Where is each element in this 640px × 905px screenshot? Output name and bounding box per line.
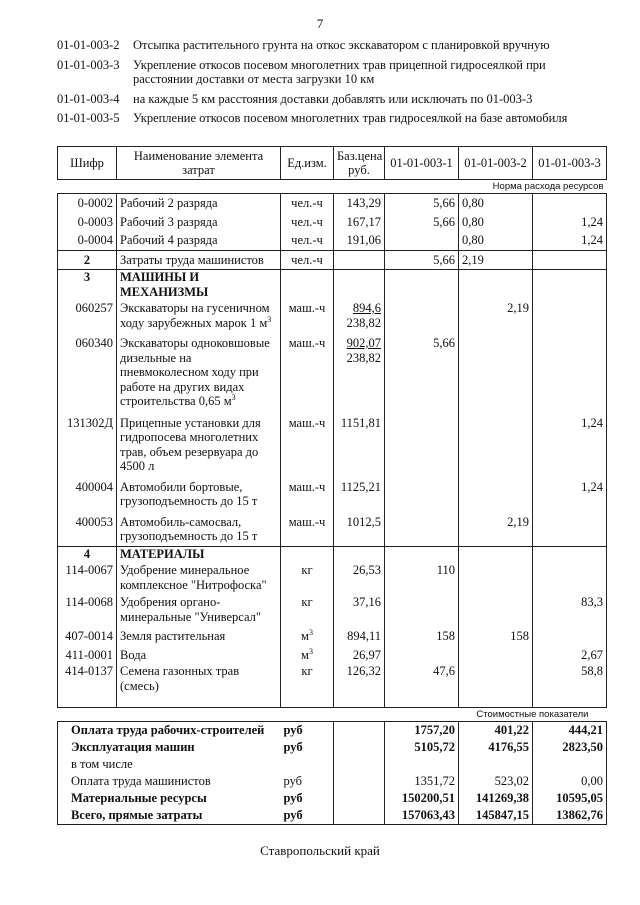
cell-code: 400004 — [58, 480, 117, 515]
code-item — [57, 58, 597, 87]
total-unit — [281, 756, 334, 773]
total-c3: 10595,05 — [533, 790, 607, 807]
cell-name-text: Экскаваторы на гусеничном ходу зарубежных марок 1 м — [120, 301, 270, 330]
cell-c3 — [533, 250, 607, 270]
cell-c2: 2,19 — [459, 515, 533, 547]
total-row — [58, 739, 607, 756]
cell-unit: кг — [281, 561, 334, 595]
code-desc: Укрепление откосов посевом многолетних трав гидросеялкой на базе автомобиля — [133, 111, 568, 125]
cell-empty — [334, 790, 385, 807]
cell-c1 — [385, 231, 459, 250]
total-c1: 5105,72 — [385, 739, 459, 756]
table-row — [58, 595, 607, 627]
cell-code: 114-0068 — [58, 595, 117, 627]
cell-price — [334, 336, 385, 416]
cell-empty — [281, 270, 334, 300]
cell-code: 060340 — [58, 336, 117, 416]
section-title: МАШИНЫ И МЕХАНИЗМЫ — [117, 270, 281, 300]
cell-price — [334, 250, 385, 270]
section-title-row — [58, 546, 607, 561]
cell-price: 894,11 — [334, 627, 385, 646]
cell-unit: маш.-ч — [281, 336, 334, 416]
total-c2 — [459, 756, 533, 773]
price-bottom: 238,82 — [346, 350, 381, 365]
cell-c1 — [385, 299, 459, 336]
cell-c3: 1,24 — [533, 213, 607, 232]
cell-c2: 0,80 — [459, 194, 533, 213]
section-cost-label: Стоимостные показатели — [58, 708, 607, 722]
code: 01-01-003-3 — [57, 57, 120, 72]
cell-c3 — [533, 561, 607, 595]
cell-c1 — [385, 416, 459, 480]
total-row — [58, 773, 607, 790]
cell-code: 407-0014 — [58, 627, 117, 646]
cell-c2: 2,19 — [459, 299, 533, 336]
code: 01-01-003-4 — [57, 91, 120, 106]
cell-unit: маш.-ч — [281, 416, 334, 480]
total-label: Оплата труда рабочих-строителей — [58, 722, 281, 740]
cell-code: 2 — [58, 250, 117, 270]
cell-price: 1125,21 — [334, 480, 385, 515]
table-row — [58, 213, 607, 232]
cell-c2 — [459, 561, 533, 595]
cell-c3: 1,24 — [533, 231, 607, 250]
cell-empty — [334, 773, 385, 790]
total-label: Оплата труда машинистов — [58, 773, 281, 790]
total-label: Всего, прямые затраты — [58, 807, 281, 825]
cell-unit: кг — [281, 664, 334, 708]
cell-unit: маш.-ч — [281, 480, 334, 515]
total-row — [58, 756, 607, 773]
cell-name: Рабочий 3 разряда — [117, 213, 281, 232]
cell-unit: чел.-ч — [281, 231, 334, 250]
cell-c1 — [385, 515, 459, 547]
table-row — [58, 515, 607, 547]
total-c2: 145847,15 — [459, 807, 533, 825]
cell-name: Автомобили бортовые, грузоподъемность до 15 т — [117, 480, 281, 515]
cell-c2 — [459, 336, 533, 416]
cell-c2: 0,80 — [459, 231, 533, 250]
col-header-price: Баз.цена руб. — [334, 147, 385, 180]
cell-c1 — [385, 595, 459, 627]
cell-price: 167,17 — [334, 213, 385, 232]
code-item — [57, 92, 597, 107]
total-label: Эксплуатация машин — [58, 739, 281, 756]
cell-name: Экскаваторы одноковшовые дизельные на пневмоколесном ходу при работе на других видах строительства 0,65 $м^3$ — [117, 336, 281, 416]
table-row — [58, 480, 607, 515]
table-row — [58, 646, 607, 665]
cell-c2: 2,19 — [459, 250, 533, 270]
cell-name: Семена газонных трав (смесь) — [117, 664, 281, 708]
cell-unit: кг — [281, 595, 334, 627]
cell-empty — [334, 807, 385, 825]
cell-c2 — [459, 595, 533, 627]
cell-c3 — [533, 515, 607, 547]
col-header-c1: 01-01-003-1 — [385, 147, 459, 180]
cell-c2 — [459, 646, 533, 665]
total-unit: руб — [281, 739, 334, 756]
cell-code: 0-0004 — [58, 231, 117, 250]
section-cost-row — [58, 708, 607, 722]
cell-empty — [459, 546, 533, 561]
cell-c2: 0,80 — [459, 213, 533, 232]
code-desc: на каждые 5 км расстояния доставки добавлять или исключать по 01-003-3 — [133, 91, 533, 106]
cell-c1: 110 — [385, 561, 459, 595]
col-header-c2: 01-01-003-2 — [459, 147, 533, 180]
cell-code: 411-0001 — [58, 646, 117, 665]
section-title-row — [58, 270, 607, 300]
cell-c1: 5,66 — [385, 250, 459, 270]
cell-c1: 5,66 — [385, 336, 459, 416]
cell-c1: 158 — [385, 627, 459, 646]
cell-price: 1012,5 — [334, 515, 385, 547]
cell-c3 — [533, 194, 607, 213]
table-header — [58, 147, 607, 180]
cell-price: 26,53 — [334, 561, 385, 595]
cell-empty — [334, 270, 385, 300]
section-norm-row — [58, 180, 607, 194]
cell-code: 114-0067 — [58, 561, 117, 595]
cell-code: 060257 — [58, 299, 117, 336]
cell-c3 — [533, 299, 607, 336]
total-row — [58, 790, 607, 807]
table-row — [58, 194, 607, 213]
cell-c3: 1,24 — [533, 416, 607, 480]
cell-unit: чел.-ч — [281, 250, 334, 270]
cell-price: 37,16 — [334, 595, 385, 627]
cell-c3: 58,8 — [533, 664, 607, 708]
table-row — [58, 561, 607, 595]
price-top: 894,6 — [352, 301, 381, 315]
total-c1: 1351,72 — [385, 773, 459, 790]
cell-empty — [385, 546, 459, 561]
cell-c3: 1,24 — [533, 480, 607, 515]
cell-unit: маш.-ч — [281, 515, 334, 547]
price-bottom: 238,82 — [346, 315, 381, 330]
cell-name: Удобрение минеральное комплексное "Нитрофоска" — [117, 561, 281, 595]
total-unit: руб — [281, 773, 334, 790]
code-item — [57, 38, 597, 53]
total-c2: 523,02 — [459, 773, 533, 790]
resource-table — [57, 146, 607, 825]
total-c3: 2823,50 — [533, 739, 607, 756]
cell-unit: маш.-ч — [281, 299, 334, 336]
total-c3: 444,21 — [533, 722, 607, 740]
cell-name: Вода — [117, 646, 281, 665]
cell-empty — [459, 270, 533, 300]
cell-empty — [385, 270, 459, 300]
cell-name-text: Экскаваторы одноковшовые дизельные на пневмоколесном ходу при работе на других видах строительства 0,65 м — [120, 336, 270, 408]
total-c3: 0,00 — [533, 773, 607, 790]
cell-empty — [533, 270, 607, 300]
cell-name: Рабочий 4 разряда — [117, 231, 281, 250]
cell-unit: $м^3$ — [281, 627, 334, 646]
page-number: 7 — [316, 16, 324, 31]
cell-empty — [334, 546, 385, 561]
total-unit: руб — [281, 807, 334, 825]
total-c3 — [533, 756, 607, 773]
cell-price: 1151,81 — [334, 416, 385, 480]
cell-code: 3 — [58, 270, 117, 300]
cell-empty — [334, 722, 385, 740]
cell-name: Затраты труда машинистов — [117, 250, 281, 270]
cell-price: 191,06 — [334, 231, 385, 250]
cell-c1 — [385, 646, 459, 665]
code-descriptions — [57, 38, 597, 131]
footer-region: Ставропольский край — [260, 843, 380, 858]
cell-c1 — [385, 480, 459, 515]
code: 01-01-003-5 — [57, 111, 120, 125]
total-label: Материальные ресурсы — [58, 790, 281, 807]
cell-c2: 158 — [459, 627, 533, 646]
total-c2: 4176,55 — [459, 739, 533, 756]
cell-price: 126,32 — [334, 664, 385, 708]
cell-c1: 47,6 — [385, 664, 459, 708]
cell-name: Рабочий 2 разряда — [117, 194, 281, 213]
total-c3: 13862,76 — [533, 807, 607, 825]
cell-unit: чел.-ч — [281, 213, 334, 232]
total-c1: 150200,51 — [385, 790, 459, 807]
price-top: 902,07 — [346, 336, 381, 350]
total-c1: 157063,43 — [385, 807, 459, 825]
col-header-name: Наименование элемента затрат — [117, 147, 281, 180]
col-header-code: Шифр — [58, 147, 117, 180]
cell-c2 — [459, 416, 533, 480]
cell-c2 — [459, 664, 533, 708]
total-c1 — [385, 756, 459, 773]
cell-name: Автомобиль-самосвал, грузоподъемность до 15 т — [117, 515, 281, 547]
cell-c1: 5,66 — [385, 194, 459, 213]
table-row — [58, 250, 607, 270]
col-header-unit: Ед.изм. — [281, 147, 334, 180]
cell-c3 — [533, 336, 607, 416]
cell-name: Удобрения органо-минеральные "Универсал" — [117, 595, 281, 627]
table-row — [58, 231, 607, 250]
code-desc: Укрепление откосов посевом многолетних трав прицепной гидросеялкой при расстоянии доставки от места загрузки 10 км — [133, 57, 546, 86]
cell-code: 4 — [58, 546, 117, 561]
cell-code: 0-0002 — [58, 194, 117, 213]
total-c2: 401,22 — [459, 722, 533, 740]
cell-c1: 5,66 — [385, 213, 459, 232]
cell-name: Земля растительная — [117, 627, 281, 646]
cell-empty — [281, 546, 334, 561]
total-unit: руб — [281, 722, 334, 740]
cell-code: 414-0137 — [58, 664, 117, 708]
table-row — [58, 299, 607, 336]
cell-unit: $м^3$ — [281, 646, 334, 665]
col-header-c3: 01-01-003-3 — [533, 147, 607, 180]
table-row — [58, 627, 607, 646]
cell-c3: 2,67 — [533, 646, 607, 665]
section-title: МАТЕРИАЛЫ — [117, 546, 281, 561]
total-label: в том числе — [58, 756, 281, 773]
cell-name: Прицепные установки для гидропосева многолетних трав, объем резервуара до 4500 л — [117, 416, 281, 480]
total-c1: 1757,20 — [385, 722, 459, 740]
cell-c3 — [533, 627, 607, 646]
cell-price: 26,97 — [334, 646, 385, 665]
cell-code: 131302Д — [58, 416, 117, 480]
cell-unit: чел.-ч — [281, 194, 334, 213]
cell-code: 400053 — [58, 515, 117, 547]
cell-name: Экскаваторы на гусеничном ходу зарубежных марок 1 $м^3$ — [117, 299, 281, 336]
table-row — [58, 664, 607, 708]
cell-empty — [334, 756, 385, 773]
total-row — [58, 807, 607, 825]
total-c2: 141269,38 — [459, 790, 533, 807]
cell-price: 143,29 — [334, 194, 385, 213]
code-item — [57, 111, 597, 126]
code: 01-01-003-2 — [57, 38, 120, 52]
cell-empty — [334, 739, 385, 756]
cell-c2 — [459, 480, 533, 515]
section-norm-label: Норма расхода ресурсов — [58, 180, 607, 194]
code-desc: Отсыпка растительного грунта на откос экскаватором с планировкой вручную — [133, 38, 550, 52]
cell-price — [334, 299, 385, 336]
cell-code: 0-0003 — [58, 213, 117, 232]
total-row — [58, 722, 607, 740]
cell-empty — [533, 546, 607, 561]
table-row — [58, 416, 607, 480]
cell-c3: 83,3 — [533, 595, 607, 627]
total-unit: руб — [281, 790, 334, 807]
table-row — [58, 336, 607, 416]
